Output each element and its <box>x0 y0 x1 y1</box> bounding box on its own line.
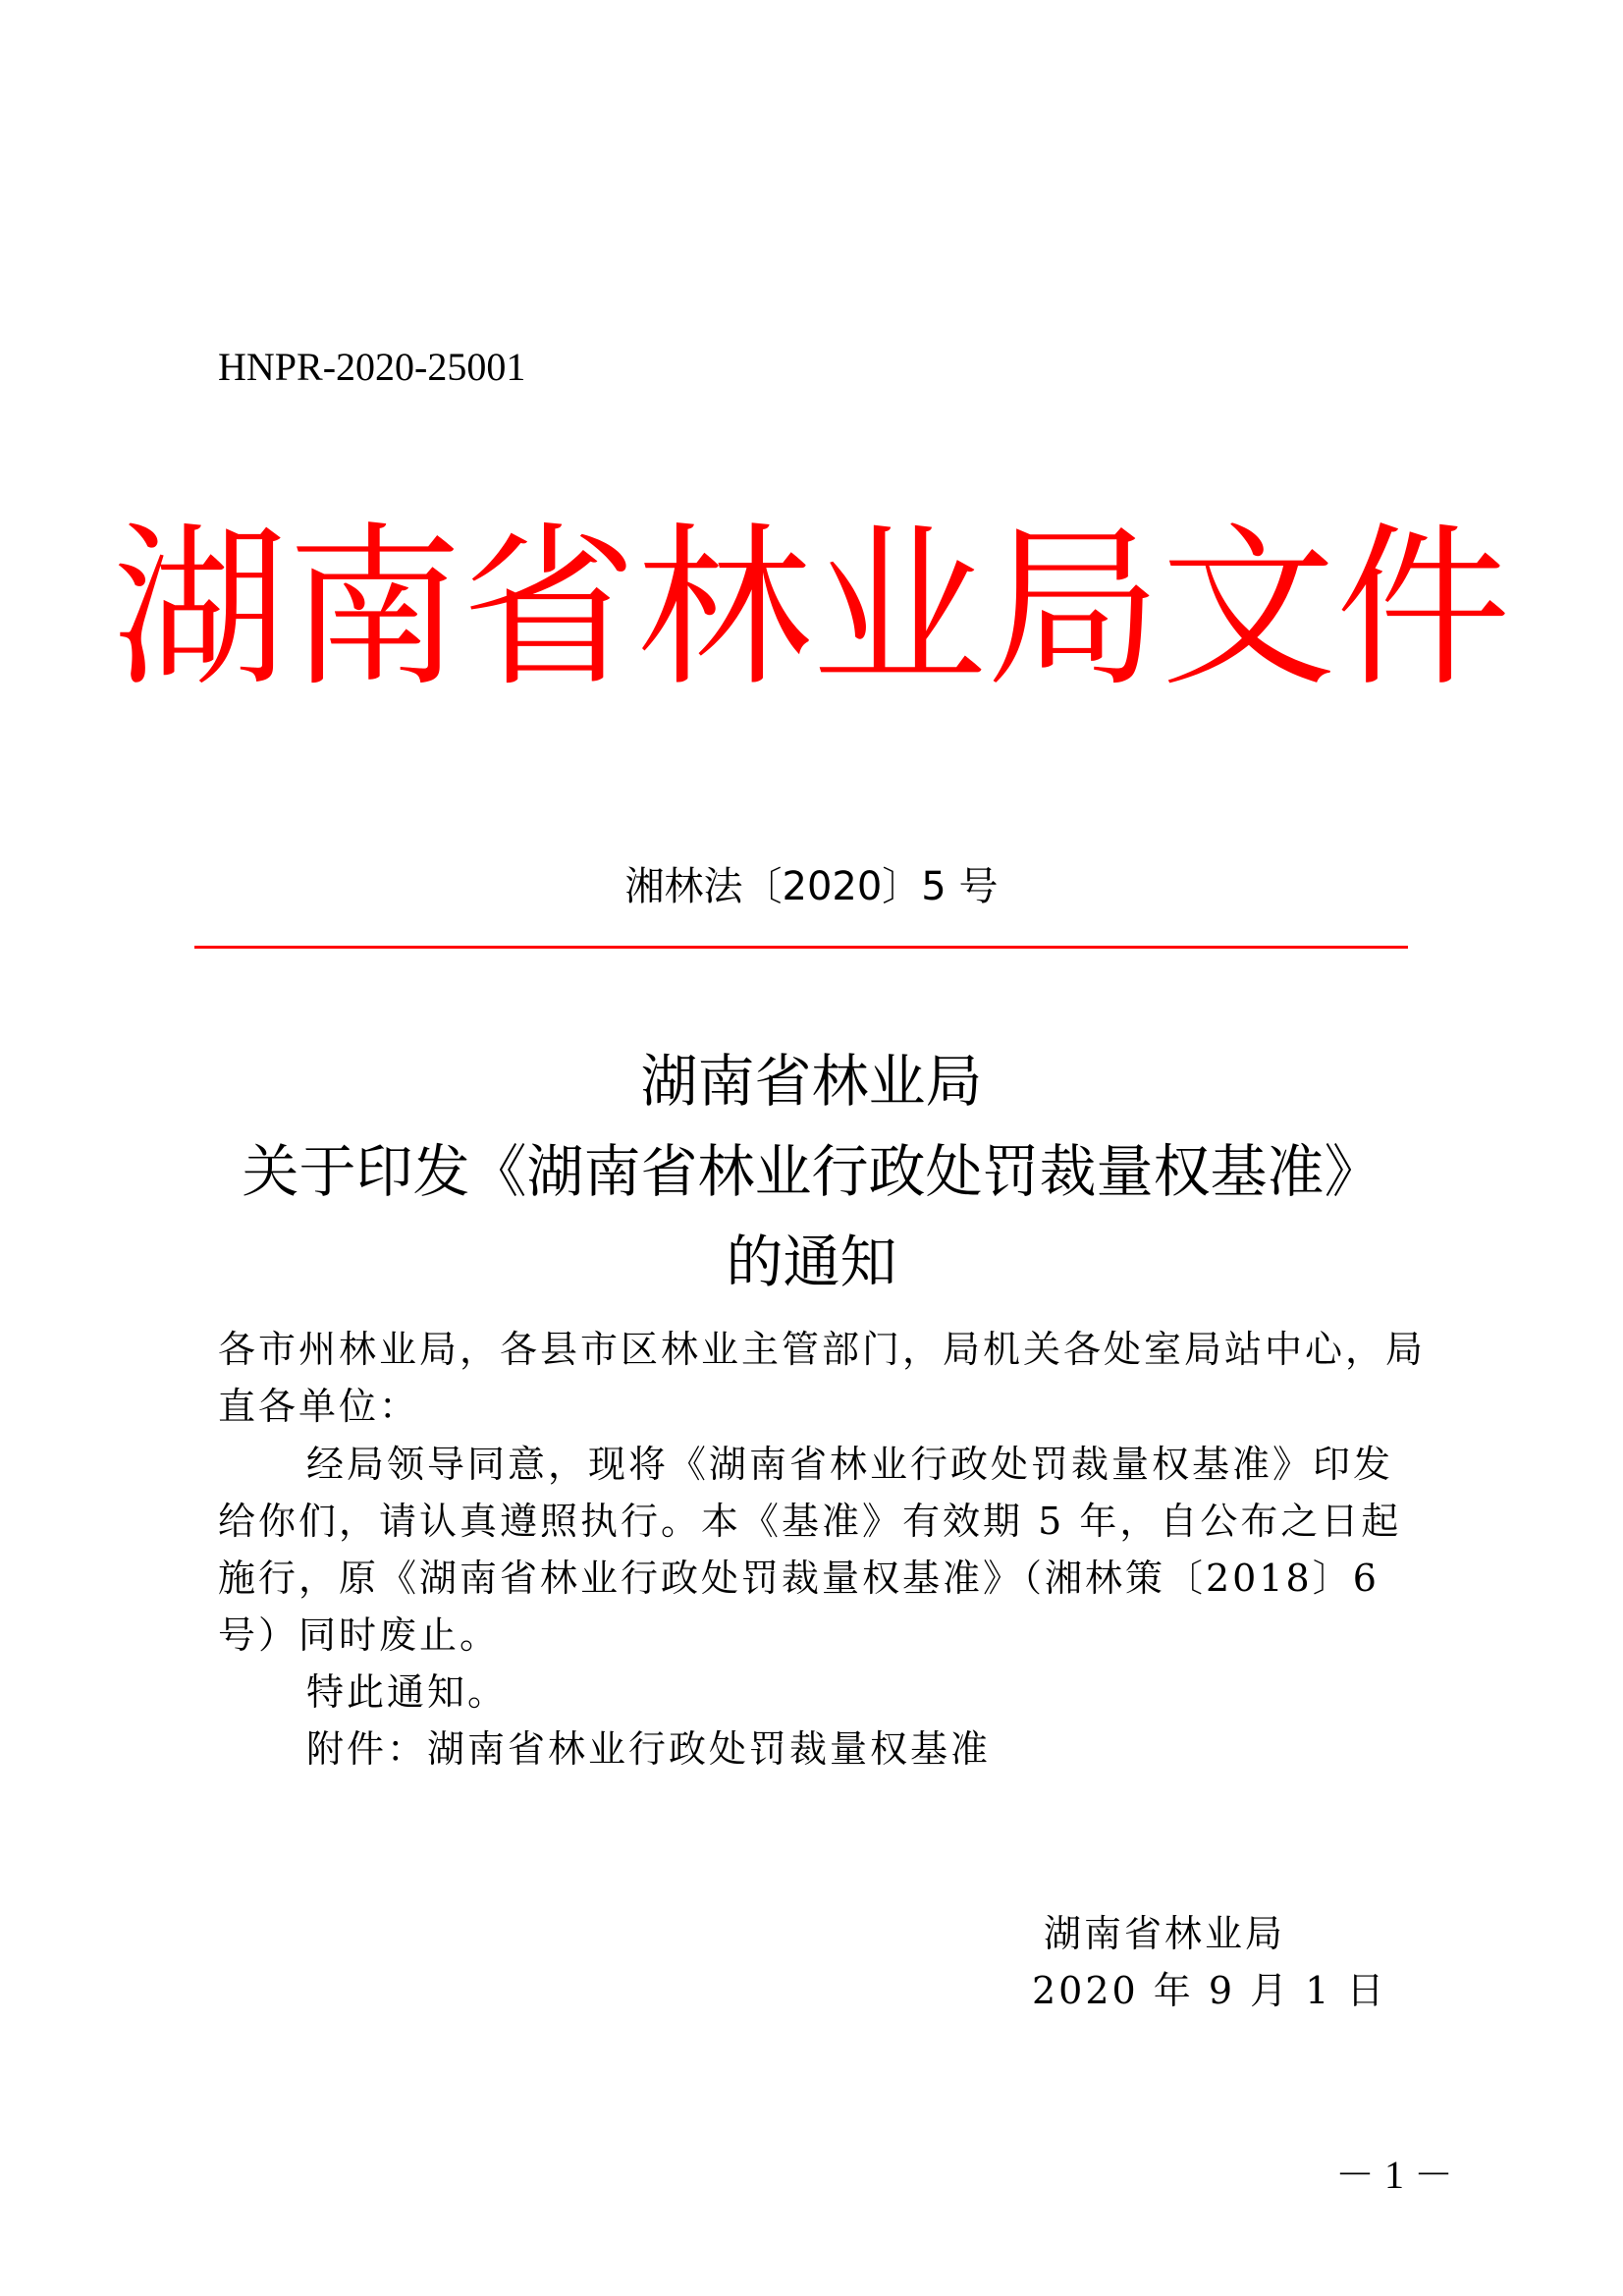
recipients: 各市州林业局，各县市区林业主管部门，局机关各处室局站中心，局直各单位： <box>218 1328 1427 1428</box>
notice-title-line-1: 湖南省林业局 <box>640 1048 983 1115</box>
page-number: － 1 － <box>1335 2153 1453 2197</box>
closing-paragraph: 特此通知。 <box>306 1670 509 1714</box>
issue-number: 湘林法〔2020〕5 号 <box>624 864 999 909</box>
notice-title-line-2: 关于印发《湖南省林业行政处罚裁量权基准》 <box>242 1138 1381 1205</box>
signature-organization: 湖南省林业局 <box>1044 1912 1286 1955</box>
red-divider-line <box>194 946 1408 949</box>
document-code: HNPR-2020-25001 <box>218 345 526 389</box>
red-header-title: 湖南省林业局文件 <box>112 507 1511 710</box>
signature-date: 2020 年 9 月 1 日 <box>1032 1969 1387 2012</box>
notice-title <box>0 1036 1623 1307</box>
attachment-line: 附件：湖南省林业行政处罚裁量权基准 <box>306 1727 992 1771</box>
notice-title-line-3: 的通知 <box>726 1229 897 1295</box>
main-paragraph: 经局领导同意，现将《湖南省林业行政处罚裁量权基准》印发给你们，请认真遵照执行。本《基准》有效期 5 年，自公布之日起施行，原《湖南省林业行政处罚裁量权基准》（湘林策〔2018〕6 号）同时废止。 <box>218 1443 1402 1657</box>
